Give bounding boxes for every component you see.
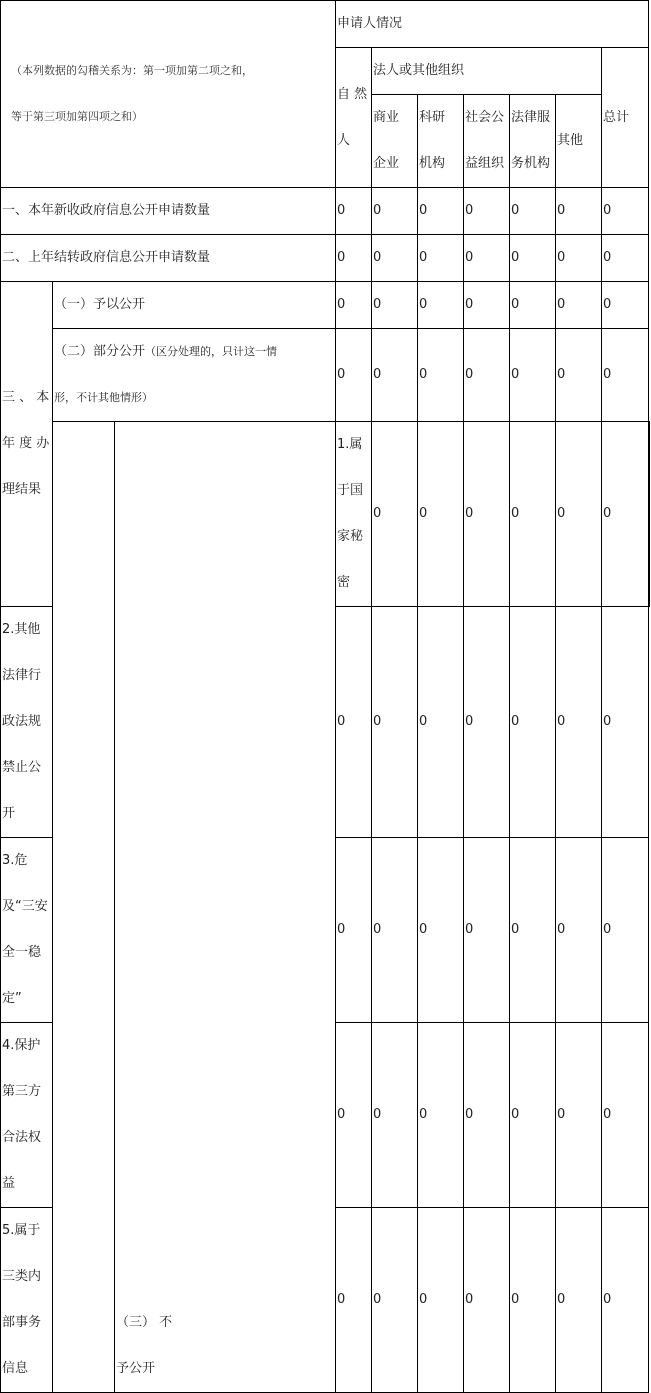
table-row	[1, 329, 650, 422]
cell-value: 0	[372, 235, 418, 282]
cell-value: 0	[556, 607, 602, 838]
business-enterprise-header	[372, 95, 418, 188]
cell-value: 0	[336, 329, 372, 422]
cell-value: 0	[556, 422, 602, 607]
cell-value: 0	[602, 329, 649, 422]
row-label-prohibited-by-law: 2.其他法律行政法规禁止公开	[1, 607, 53, 838]
other-header: 其他	[556, 95, 602, 188]
partial-label-note-cont: 形，不计其他情形）	[54, 391, 153, 404]
row-label-partially-disclosed	[53, 329, 336, 422]
cell-value: 0	[556, 188, 602, 235]
legal-service-line1: 法律服	[511, 110, 551, 125]
table-row	[1, 235, 650, 282]
cell-value: 0	[602, 838, 649, 1023]
cell-value: 0	[556, 1208, 602, 1393]
cell-value: 0	[372, 329, 418, 422]
cell-value: 0	[602, 607, 649, 838]
legal-service-header	[510, 95, 556, 188]
table-row	[1, 282, 650, 329]
cell-value: 0	[418, 329, 464, 422]
row-group-results	[1, 282, 53, 607]
cell-value: 0	[418, 282, 464, 329]
cell-value: 0	[418, 235, 464, 282]
cell-value: 0	[418, 422, 464, 607]
row-group-results-line1: 三 、 本	[2, 390, 50, 405]
row-group-results-line2: 年 度 办	[2, 436, 50, 451]
total-header: 总计	[602, 48, 649, 188]
cell-value: 0	[602, 282, 649, 329]
row-label-third-party-rights: 4.保护第三方合法权益	[1, 1023, 53, 1208]
not-disclosed-line1: （三） 不	[116, 1315, 173, 1330]
cell-value	[649, 422, 650, 607]
social-welfare-org-line2: 益组织	[465, 156, 505, 171]
cell-value: 0	[464, 422, 510, 607]
cell-value: 0	[602, 188, 649, 235]
cell-value: 0	[510, 235, 556, 282]
relation-note-line2: 等于第三项加第四项之和）	[11, 110, 143, 123]
cell-value: 0	[372, 188, 418, 235]
cell-value: 0	[510, 422, 556, 607]
natural-person-header	[336, 48, 372, 188]
cell-value: 0	[418, 607, 464, 838]
natural-person-line2: 人	[337, 132, 351, 148]
cell-value: 0	[464, 282, 510, 329]
cell-value: 0	[336, 1208, 372, 1393]
social-welfare-org-header	[464, 95, 510, 188]
natural-person-line1: 自 然	[337, 86, 368, 102]
partial-label-note: （区分处理的，只计这一情	[145, 345, 278, 358]
row-label-internal-affairs: 5.属于三类内部事务信息	[1, 1208, 53, 1393]
cell-value: 0	[372, 282, 418, 329]
cell-value: 0	[510, 838, 556, 1023]
legal-service-line2: 务机构	[511, 156, 551, 171]
cell-value: 0	[372, 1023, 418, 1208]
table-row	[1, 188, 650, 235]
partial-label-main: （二）部分公开	[54, 344, 146, 359]
cell-value: 0	[556, 282, 602, 329]
relation-note	[1, 1, 336, 188]
cell-value: 0	[510, 282, 556, 329]
cell-value: 0	[372, 838, 418, 1023]
cell-value: 0	[336, 235, 372, 282]
cell-value: 0	[510, 607, 556, 838]
cell-value: 0	[464, 1023, 510, 1208]
cell-value: 0	[556, 329, 602, 422]
cell-value: 0	[602, 235, 649, 282]
cell-value: 0	[372, 607, 418, 838]
business-enterprise-line2: 企业	[373, 156, 400, 171]
cell-value: 0	[556, 235, 602, 282]
research-institution-line1: 科研	[419, 110, 446, 125]
row-label-three-securities: 3.危及“三安全一稳定”	[1, 838, 53, 1023]
cell-value: 0	[464, 607, 510, 838]
cell-value: 0	[336, 188, 372, 235]
row-group-results-line3: 理结果	[2, 482, 42, 497]
research-institution-header	[418, 95, 464, 188]
cell-value: 0	[602, 422, 649, 607]
cell-value: 0	[510, 1208, 556, 1393]
research-institution-line2: 机构	[419, 156, 446, 171]
table-row	[1, 422, 650, 607]
row-label-carried-over: 二、上年结转政府信息公开申请数量	[1, 235, 336, 282]
row-label-new-requests: 一、本年新收政府信息公开申请数量	[1, 188, 336, 235]
not-disclosed-line2: 予公开	[116, 1361, 156, 1376]
cell-value: 0	[602, 1208, 649, 1393]
cell-value: 0	[418, 188, 464, 235]
social-welfare-org-line1: 社会公	[465, 110, 505, 125]
cell-value: 0	[418, 1208, 464, 1393]
cell-value: 0	[510, 1023, 556, 1208]
row-label-disclosed: （一）予以公开	[53, 282, 336, 329]
cell-value: 0	[336, 1023, 372, 1208]
cell-value: 0	[556, 1023, 602, 1208]
business-enterprise-line1: 商业	[373, 110, 400, 125]
cell-value: 0	[372, 422, 418, 607]
row-label-not-disclosed	[115, 422, 336, 1393]
cell-value: 0	[372, 1208, 418, 1393]
applicant-situation-header: 申请人情况	[336, 1, 649, 48]
cell-value: 0	[464, 235, 510, 282]
legal-org-header: 法人或其他组织	[372, 48, 602, 95]
cell-value: 0	[336, 607, 372, 838]
cell-value: 0	[556, 838, 602, 1023]
row-group-continued	[53, 422, 115, 1393]
cell-value: 0	[336, 282, 372, 329]
cell-value: 0	[464, 188, 510, 235]
relation-note-line1: （本列数据的勾稽关系为：第一项加第二项之和，	[11, 64, 253, 77]
cell-value: 0	[418, 1023, 464, 1208]
cell-value: 0	[464, 838, 510, 1023]
row-label-state-secret: 1.属于国家秘密	[336, 422, 372, 607]
cell-value: 0	[418, 838, 464, 1023]
cell-value: 0	[464, 329, 510, 422]
cell-value: 0	[464, 1208, 510, 1393]
cell-value: 0	[336, 838, 372, 1023]
cell-value: 0	[602, 1023, 649, 1208]
cell-value: 0	[510, 329, 556, 422]
cell-value: 0	[510, 188, 556, 235]
